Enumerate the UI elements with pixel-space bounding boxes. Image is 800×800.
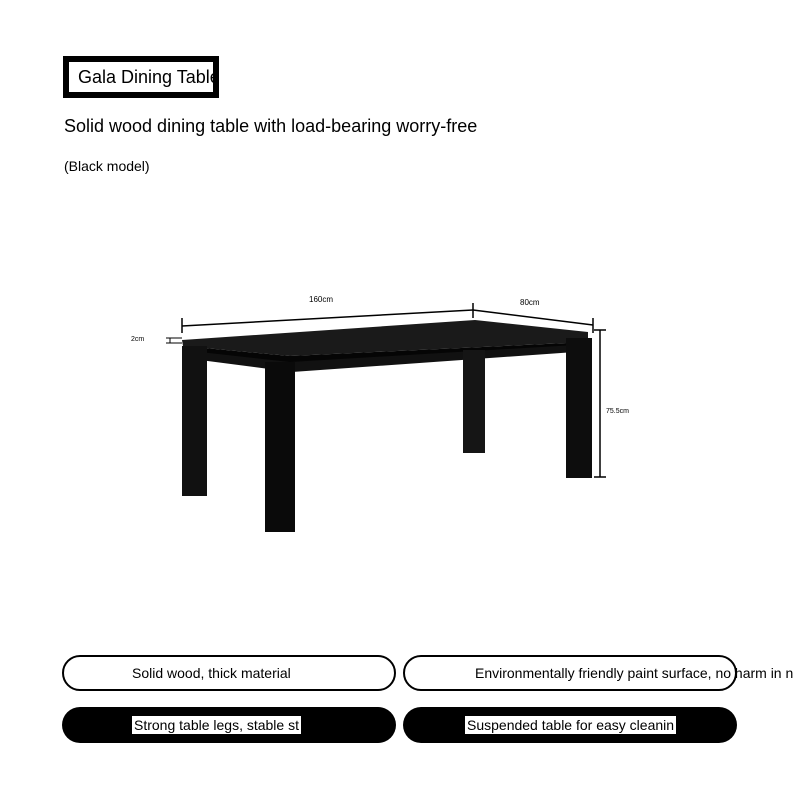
table-leg [566, 338, 592, 478]
dim-height-label: 75.5cm [606, 408, 629, 415]
feature-label: Suspended table for easy cleanin [467, 717, 675, 733]
feature-pill-easy-cleaning [403, 707, 737, 743]
product-title: Gala Dining Table [69, 62, 213, 92]
table-leg [265, 362, 295, 532]
feature-label: Strong table legs, stable st [134, 717, 299, 733]
feature-pill-solid-wood [62, 655, 396, 691]
product-model: (Black model) [64, 158, 150, 174]
feature-label: Environmentally friendly paint surface, no harm in n [475, 665, 794, 681]
dim-length-label: 160cm [309, 295, 334, 304]
feature-pill-paint-surface [403, 655, 794, 691]
dim-thickness-label: 2cm [131, 336, 145, 343]
feature-pill-table-legs [62, 707, 396, 743]
table-leg [463, 350, 485, 453]
table-leg [182, 346, 207, 496]
product-subtitle: Solid wood dining table with load-bearing worry-free [64, 116, 478, 136]
dim-width-label: 80cm [520, 298, 540, 307]
feature-label: Solid wood, thick material [132, 665, 291, 681]
